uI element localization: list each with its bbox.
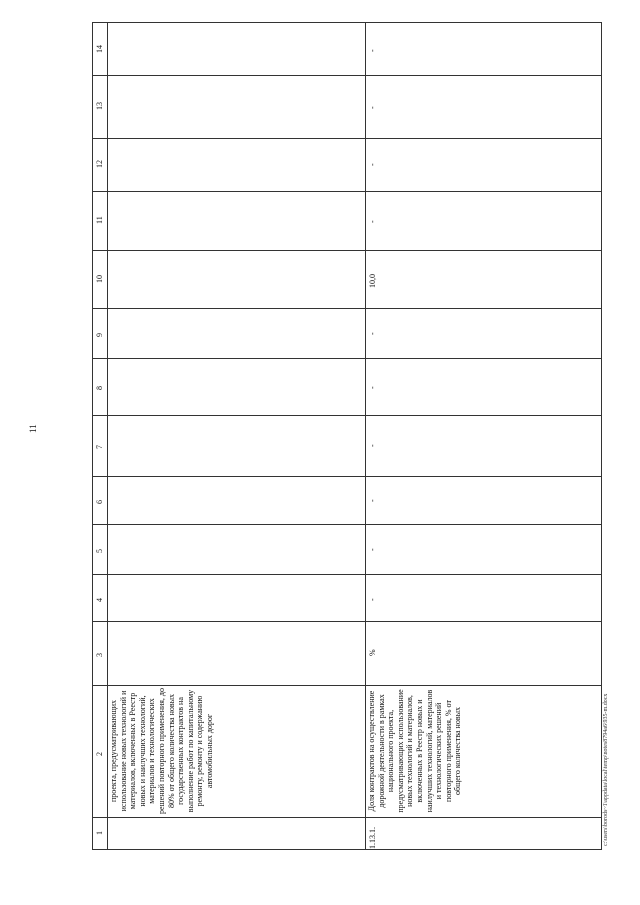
col-border-10-11 — [93, 250, 601, 251]
row1-name: проекта, предусматривающих использование новых технологий и материалов, включенных в Реестр новых и наилучших технологий, материалов и технологических решений повторного применения, до 80% от общего количества новых государственных контрактов на выполнение работ по капитальному ремонту, ремонту и содержанию автомобильных дорог — [109, 687, 214, 815]
row2-val-14: - — [368, 49, 377, 52]
col-border-1-2 — [93, 817, 601, 818]
header-col-8: 8 — [95, 386, 104, 390]
header-strip-border — [107, 23, 108, 849]
header-col-14: 14 — [95, 45, 104, 53]
header-col-11: 11 — [95, 216, 104, 224]
header-col-1: 1 — [95, 831, 104, 835]
header-col-5: 5 — [95, 549, 104, 553]
header-col-9: 9 — [95, 333, 104, 337]
footer-file-path: c:\users\borods~1\appdata\local\temp\notes8794a6\935-m.docx — [603, 693, 609, 846]
table-row — [367, 687, 599, 815]
data-table — [92, 22, 602, 850]
col-border-8-9 — [93, 358, 601, 359]
col-border-2-3 — [93, 685, 601, 686]
col-border-5-6 — [93, 524, 601, 525]
row2-val-4: - — [368, 598, 377, 601]
col-border-9-10 — [93, 308, 601, 309]
row2-val-8: - — [368, 386, 377, 389]
row2-val-10: 10,0 — [368, 274, 377, 288]
row2-name: Доля контрактов на осуществление дорожной деятельности в рамках национального проекта, предусматривающих использование новых технологий и материалов, включенных в Реестр новых и наилучших технологий, материалов и технологических решений повторного применения, % от общего количества новых — [367, 689, 463, 813]
row2-val-9: - — [368, 332, 377, 335]
row2-val-5: - — [368, 548, 377, 551]
row2-val-12: - — [368, 163, 377, 166]
row2-unit: % — [368, 649, 377, 656]
row2-val-13: - — [368, 106, 377, 109]
row-separator — [365, 23, 366, 849]
col-border-7-8 — [93, 415, 601, 416]
col-border-6-7 — [93, 476, 601, 477]
page-number: 11 — [28, 424, 38, 433]
col-border-13-14 — [93, 75, 601, 76]
header-col-3: 3 — [95, 653, 104, 657]
header-col-12: 12 — [95, 160, 104, 168]
header-col-4: 4 — [95, 598, 104, 602]
header-col-13: 13 — [95, 102, 104, 110]
table-row — [109, 687, 363, 815]
row2-val-7: - — [368, 444, 377, 447]
col-border-12-13 — [93, 138, 601, 139]
header-col-10: 10 — [95, 275, 104, 283]
col-border-3-4 — [93, 621, 601, 622]
header-col-6: 6 — [95, 500, 104, 504]
row2-num: 1.13.1. — [368, 827, 377, 849]
row2-val-11: - — [368, 220, 377, 223]
row2-val-6: - — [368, 499, 377, 502]
header-col-7: 7 — [95, 445, 104, 449]
header-col-2: 2 — [95, 752, 104, 756]
col-border-4-5 — [93, 574, 601, 575]
col-border-11-12 — [93, 191, 601, 192]
